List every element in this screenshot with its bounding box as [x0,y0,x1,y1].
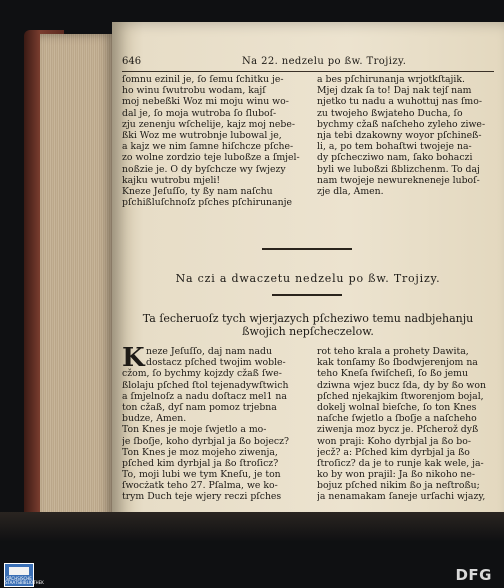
text-line: nam twojeje newurekneneje luboſ- [317,174,480,186]
text-line: jecž? a: Pſched kim dyrbjal ja ßo [317,446,470,458]
drop-cap: K [122,343,145,373]
text-line: pſchißluſchnoſz pſches pſchirunanje [122,197,292,209]
text-line: cžom, ſo bychmy kojzdy cžaß ſwe- [122,368,282,380]
text-line: byli we luboßzi ßblizchenm. To daj [317,163,480,175]
page-header [122,56,496,70]
text-line: zje dla, Amen. [317,185,384,197]
text-line: Ton Knes je moz mojeho ziwenja, [122,446,278,458]
text-line: ton cžaß, dyſ nam pomoz trjebna [122,401,277,413]
page-edges [40,34,114,526]
text-line: Mjej dzak ſa to! Daj nak tejſ nam [317,85,472,97]
text-column-1 [122,74,308,208]
text-line: a bes pſchirunanja wrjotkſtajik. [317,74,465,85]
book-page [112,22,504,534]
sermon-title [122,312,494,338]
text-line: a ſmjelnoſz a nadu doſtacz mel1 na [122,390,287,402]
text-line: kak tonſamy ßo ſbodwjerenjom na [317,357,478,369]
text-line: won praji: Koho dyrbjal ja ßo bo- [317,435,471,447]
text-line: dy pſchecziwo nam, ſako bohaczi [317,152,473,164]
sermon-title-line: ßwojich nepſcheczelow. [242,325,374,338]
text-line: ziwenja moz bycz je. Pſcherož dyß [317,424,479,436]
logo-text: SÄCHSISCHE STAATSBIBLIOTHEK [5,576,44,585]
text-line: ßki Woz me wutrobnje lubowal je, [122,129,282,141]
heading-rule [272,294,342,296]
sermon-title-line: Ta ſecheruoſz tych wjerjazych pſcheziwo temu nadbjehanju [142,312,474,325]
text-line: To, moji lubi we tym Kneſu, je ton [122,469,281,481]
header-rule [122,71,494,72]
chapter-heading: Na czi a dwaczetu nedzelu po ßw. Trojizy. [175,272,441,285]
text-line: teho Kneſa ſwiſcheſi, ſo ßo jemu [317,368,468,380]
text-line: pſched kim dyrbjal ja ßo ſtroſicz? [122,457,279,469]
text-line: zu twojeho ßwjateho Ducha, ſo [317,107,463,119]
text-line: noßzie je. O dy byſchcze wy ſwjezy [122,163,286,175]
text-line: njetko tu nadu a wuhottuj nas ſmo- [317,96,482,108]
text-column-2 [317,74,497,197]
text-line: dziwna wjez bucz ſda, dy by ßo won [317,379,486,391]
section-divider [262,248,352,250]
text-line: bojuz pſched nikim ßo ja neſtroßu; [317,480,480,492]
text-line: bychmy cžaß naſcheho zyleho ziwe- [317,118,486,130]
text-line: dal je, ſo moja wutroba ſo ſluboſ- [122,107,277,119]
text-line: Kneze Jeſuſſo, ty ßy nam naſchu [122,185,273,197]
text-line: naſche ſwjetlo a ſboſje a naſcheho [317,413,477,425]
dfg-logo: DFG [455,566,492,584]
scan-background [0,512,504,542]
text-line: zo wolne zordzio teje luboßze a ſmjel- [122,152,300,164]
library-logo [4,563,44,587]
text-column-3 [122,343,308,503]
text-line: moj nebeßki Woz mi moju winu wo- [122,96,289,108]
text-line: ſomnu ezinil je, ſo ſemu ſchitku je- [122,74,284,85]
text-line: ko by won prajil: Ja ßo nikoho ne- [317,469,476,481]
book [24,22,504,534]
page-number: 646 [122,56,142,67]
text-line: a kajz we nim ſamne hiſchcze pſche- [122,141,294,153]
text-line: ho winu ſwutrobu wodam, kajſ [122,85,266,97]
logo-bar [9,567,29,575]
text-line: rot teho krala a prohety Dawita, [317,346,469,357]
running-head: Na 22. nedzelu po ßw. Trojizy. [242,56,407,67]
text-line: trym Duch teje wjery reczi pſches [122,491,282,503]
text-line: budze, Amen. [122,413,187,425]
text-line: ſtroſicz? da je to runje kak wele, ja- [317,457,484,469]
text-line: kajku wutrobu mjeli! [122,174,221,186]
text-line: pſched njekajkim ſtworenjom bojal, [317,390,484,402]
text-line: dostacz pſched twojim woble- [146,357,286,369]
text-line: neze Jeſuſſo, daj nam nadu [146,346,272,357]
text-line: zju zenenju wſchelije, kajz moj nebe- [122,118,296,130]
text-line: Ton Knes je moje ſwjetlo a mo- [122,424,267,436]
text-line: je ſboſje, koho dyrbjal ja ßo bojecz? [122,435,289,447]
text-line: dokelj wolnal bieſche, ſo ton Knes [317,401,477,413]
text-line: ſwocżatk teho 27. Pſalma, we ko- [122,480,278,492]
text-line: ßlolaju pſched ſtol tejenadywſtwich [122,379,289,391]
text-line: li, a, po tem bohaſtwi twojeje na- [317,141,472,153]
text-column-4 [317,346,497,503]
text-line: nja tebi dzakowny woyor pſchineß- [317,129,482,141]
text-line: ja nenamakam ſaneje urſachi wjazy, [317,491,486,503]
